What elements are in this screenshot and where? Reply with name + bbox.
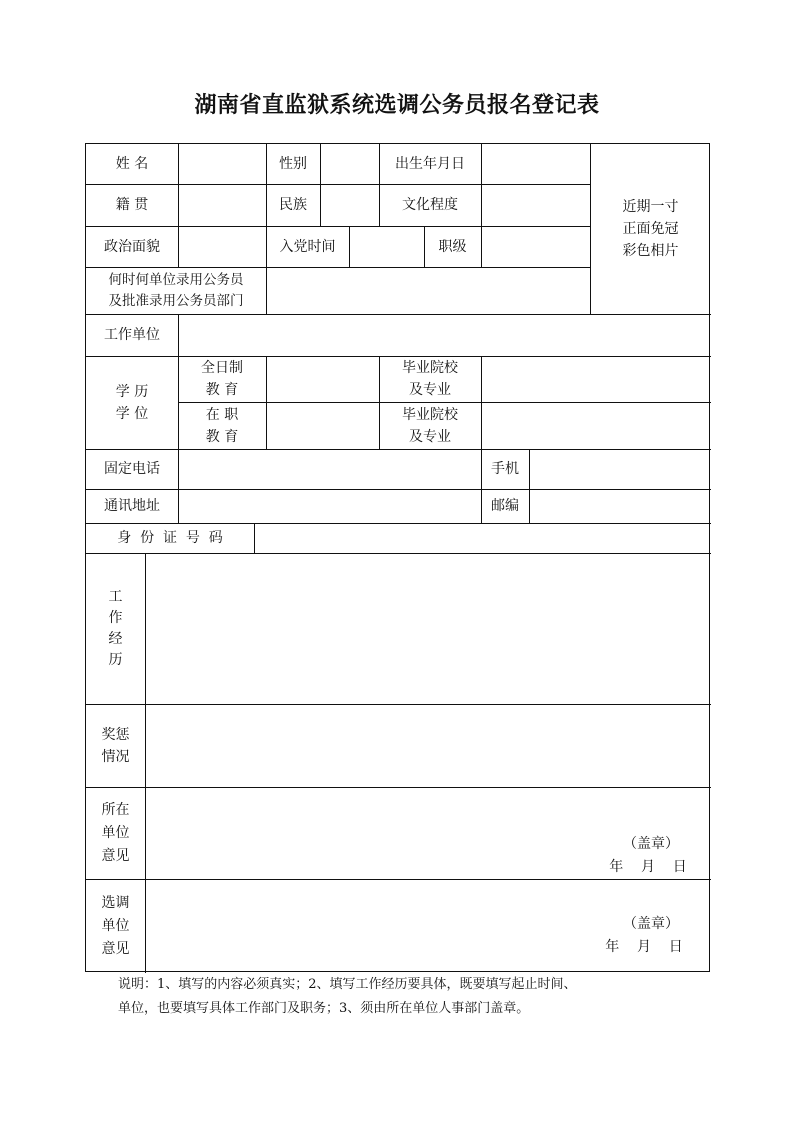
note-line-2: 单位，也要填写具体工作部门及职务；3、须由所在单位人事部门盖章。: [118, 1001, 530, 1016]
note-line-1: 说明：1、填写的内容必须真实；2、填写工作经历要具体，既要填写起止时间、: [118, 977, 577, 992]
school-major-1-label: 毕业院校 及专业: [402, 360, 458, 398]
registration-form: [85, 143, 710, 972]
rewards-field[interactable]: [145, 704, 711, 787]
education-level-label: 文化程度: [402, 197, 458, 213]
fulltime-degree-field[interactable]: [266, 356, 379, 402]
work-history-field[interactable]: [145, 553, 711, 704]
party-join-time-label: 入党时间: [279, 238, 336, 255]
political-status-label: 政治面貌: [104, 238, 160, 255]
political-status-field[interactable]: [178, 226, 266, 267]
inservice-label: 在 职 教 育: [205, 406, 239, 445]
stamp-2-label: （盖章）: [623, 916, 679, 932]
stamp-1-label: （盖章）: [623, 836, 679, 852]
rank-field[interactable]: [481, 226, 590, 267]
ethnicity-field[interactable]: [320, 184, 379, 226]
mobile-label: 手机: [491, 461, 519, 477]
work-unit-field[interactable]: [178, 314, 711, 356]
school-major-2-field[interactable]: [481, 402, 711, 449]
ethnicity-label: 民族: [279, 197, 307, 213]
instructions-note: [118, 973, 698, 1021]
mobile-field[interactable]: [529, 449, 711, 489]
birth-label: 出生年月日: [395, 156, 465, 172]
party-join-time-field[interactable]: [349, 226, 424, 267]
inservice-degree-field[interactable]: [266, 402, 379, 449]
native-place-label: 籍 贯: [115, 197, 149, 213]
work-unit-label: 工作单位: [104, 327, 160, 343]
unit-opinion-label: 所在 单位 意见: [101, 801, 130, 864]
degree-label: 学 历 学 位: [115, 383, 149, 422]
school-major-2-label: 毕业院校 及专业: [402, 406, 458, 445]
photo-box[interactable]: 近期一寸 正面免冠 彩色相片: [622, 199, 679, 259]
date-1-label: 年 月 日: [609, 859, 687, 875]
name-field[interactable]: [178, 144, 266, 184]
hire-info-label: 何时何单位录用公务员 及批准录用公务员部门: [108, 271, 244, 309]
fulltime-label: 全日制 教 育: [201, 360, 243, 398]
form-title: 湖南省直监狱系统选调公务员报名登记表: [194, 93, 600, 118]
work-history-label: 工 作 经 历: [108, 588, 123, 668]
address-label: 通讯地址: [104, 498, 160, 514]
native-place-field[interactable]: [178, 184, 266, 226]
education-level-field[interactable]: [481, 184, 590, 226]
id-number-field[interactable]: [254, 523, 711, 553]
address-field[interactable]: [178, 489, 481, 523]
gender-label: 性别: [279, 156, 307, 172]
rank-label: 职级: [438, 238, 467, 255]
birth-field[interactable]: [481, 144, 590, 184]
hire-info-field[interactable]: [266, 267, 590, 314]
name-label: 姓 名: [115, 156, 149, 172]
phone-label: 固定电话: [104, 461, 160, 477]
select-opinion-label: 选调 单位 意见: [101, 894, 130, 957]
postcode-field[interactable]: [529, 489, 711, 523]
id-number-label: 身 份 证 号 码: [117, 530, 223, 546]
school-major-1-field[interactable]: [481, 356, 711, 402]
rewards-label: 奖惩 情况: [101, 726, 130, 765]
phone-field[interactable]: [178, 449, 481, 489]
postcode-label: 邮编: [491, 498, 519, 514]
gender-field[interactable]: [320, 144, 379, 184]
date-2-label: 年 月 日: [605, 939, 683, 955]
